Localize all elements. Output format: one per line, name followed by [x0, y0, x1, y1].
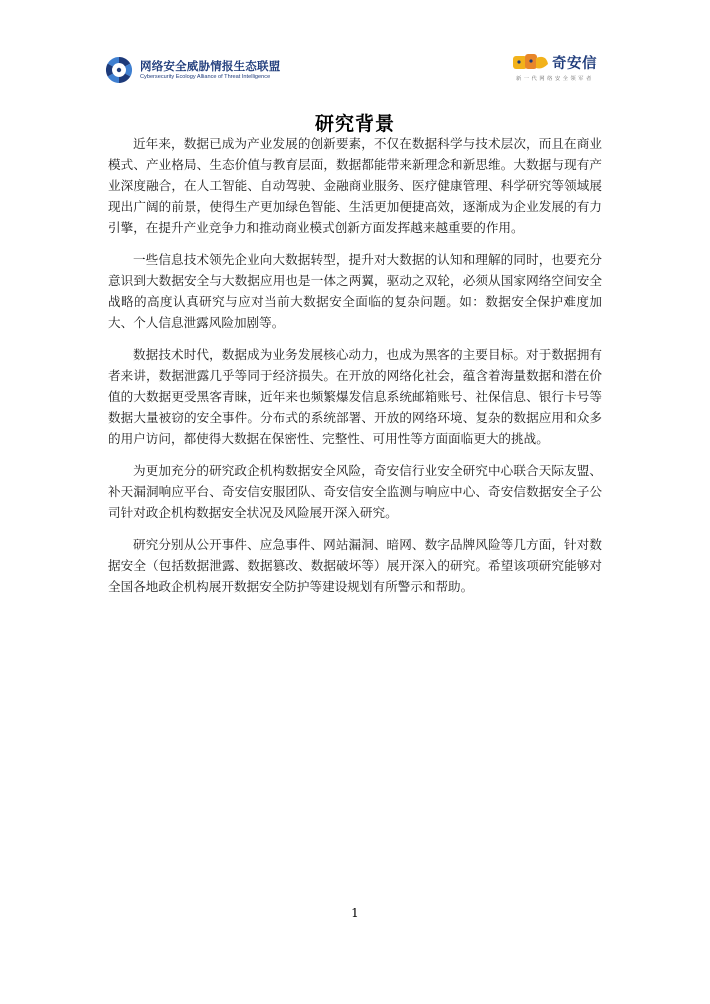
paragraph: 近年来，数据已成为产业发展的创新要素，不仅在数据科学与技术层次，而且在商业模式、产业格局、生态价值与教育层面，数据都能带来新理念和新思维。大数据与现有产业深度融合，在人工智能、自动驾驶、金融商业服务、医疗健康管理、科学研究等领域展现出广阔的前景，使得生产更加绿色智能、生活更加便捷高效，逐渐成为企业发展的有力引擎，在提升产业竞争力和推动商业模式创新方面发挥越来越重要的作用。 [108, 136, 602, 235]
body-text [108, 133, 602, 608]
page-number: 1 [351, 906, 359, 920]
alliance-logo [104, 55, 280, 85]
qianxin-logo [512, 52, 612, 82]
alliance-emblem-icon [104, 55, 134, 85]
mascot-icon [512, 52, 550, 72]
paragraph: 为更加充分的研究政企机构数据安全风险，奇安信行业安全研究中心联合天际友盟、补天漏洞响应平台、奇安信安服团队、奇安信安全监测与响应中心、奇安信数据安全子公司针对政企机构数据安全状况及风险展开深入研究。 [108, 463, 602, 520]
alliance-name-en: Cybersecurity Ecology Alliance of Threat Intelligence [140, 74, 271, 80]
paragraph: 数据技术时代，数据成为业务发展核心动力，也成为黑客的主要目标。对于数据拥有者来讲，数据泄露几乎等同于经济损失。在开放的网络化社会，蕴含着海量数据和潜在价值的大数据更受黑客青睐，近年来也频繁爆发信息系统邮箱账号、社保信息、银行卡号等数据大量被窃的安全事件。分布式的系统部署、开放的网络环境、复杂的数据应用和众多的用户访问，都使得大数据在保密性、完整性、可用性等方面面临更大的挑战。 [108, 347, 602, 446]
brand-name: 奇安信 [552, 55, 597, 72]
page-title: 研究背景 [314, 112, 395, 135]
paragraph: 研究分别从公开事件、应急事件、网站漏洞、暗网、数字品牌风险等几方面，针对数据安全（包括数据泄露、数据篡改、数据破坏等）展开深入的研究。希望该项研究能够对全国各地政企机构展开数据安全防护等建设规划有所警示和帮助。 [108, 537, 602, 594]
paragraph: 一些信息技术领先企业向大数据转型，提升对大数据的认知和理解的同时，也要充分意识到大数据安全与大数据应用也是一体之两翼，驱动之双轮，必须从国家网络空间安全战略的高度认真研究与应对当前大数据安全面临的复杂问题。如：数据安全保护难度加大、个人信息泄露风险加剧等。 [108, 252, 602, 330]
page-header [0, 0, 710, 90]
alliance-name-cn: 网络安全威胁情报生态联盟 [140, 59, 281, 73]
brand-slogan: 新一代网络安全领军者 [516, 76, 594, 82]
